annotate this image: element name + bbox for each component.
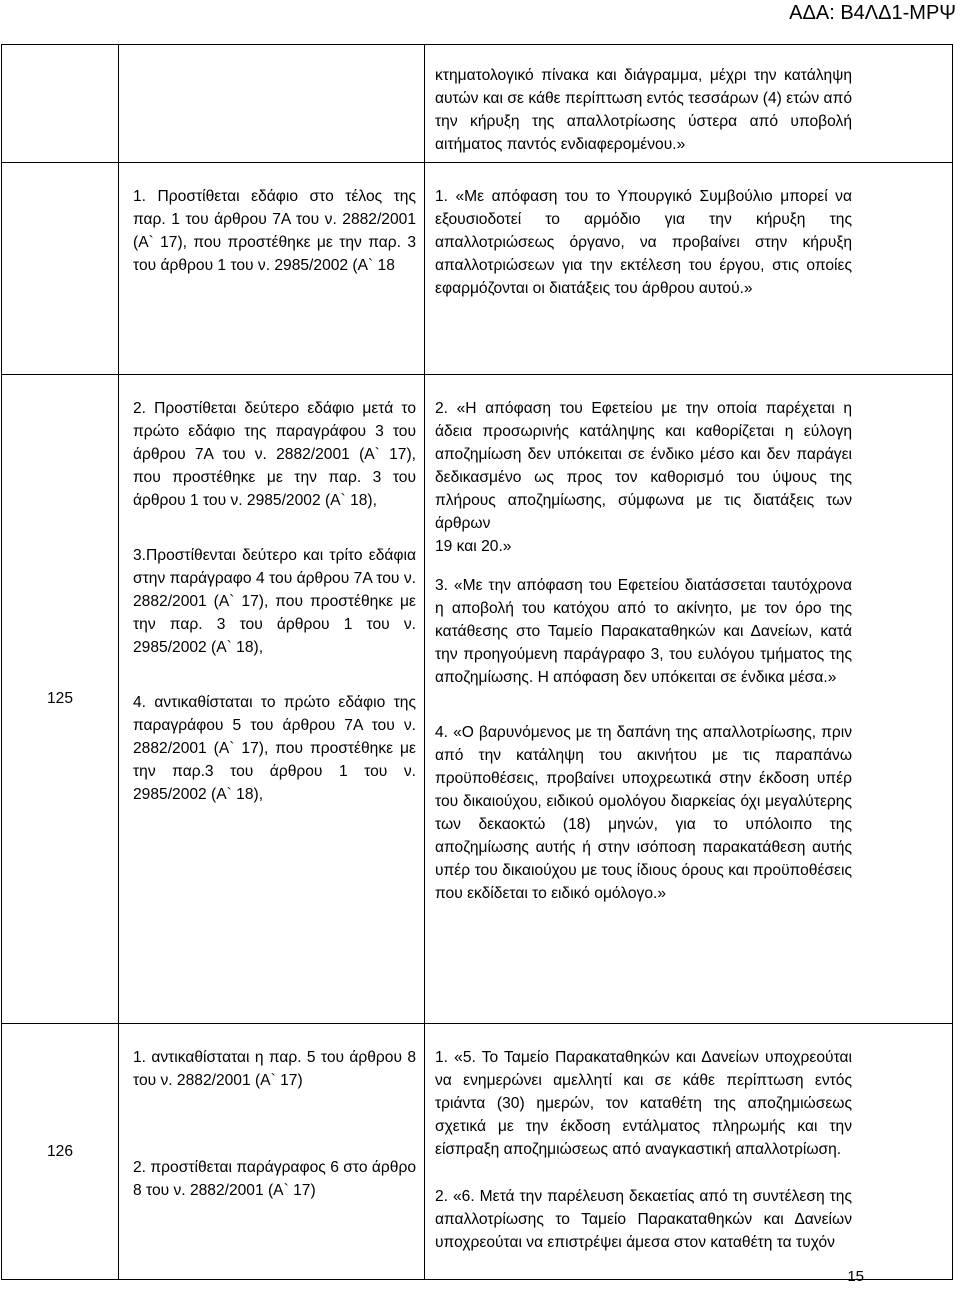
amendment-text: 2. προστίθεται παράγραφος 6 στο άρθρο 8 του ν. 2882/2001 (Α` 17) xyxy=(133,1159,416,1199)
provision-text: 2. «6. Μετά την παρέλευση δεκαετίας από τη συντέλεση της απαλλοτρίωσης το Ταμείο Παρακαταθηκών και Δανείων υποχρεούται να επιστρέψει άμεσα στον καταθέτη τα τυχόν xyxy=(435,1188,852,1251)
provision-cell xyxy=(425,1024,953,1280)
amendment-cell xyxy=(119,375,425,1024)
amendment-text: 1. αντικαθίσταται η παρ. 5 του άρθρου 8 του ν. 2882/2001 (Α` 17) xyxy=(133,1049,416,1089)
article-number-cell xyxy=(2,1024,119,1280)
table-row xyxy=(2,45,953,163)
provision-text: 3. «Με την απόφαση του Εφετείου διατάσσεται ταυτόχρονα η αποβολή του κατόχου από το ακίνητο, με τον όρο της κατάθεσης στο Ταμείο Παρακαταθηκών και Δανείων, κατά την προηγούμενη παράγραφο 3, του ευλόγου τμήματος της αποζημίωσης. Η απόφαση δεν υπόκειται σε ένδικα μέσα.» xyxy=(435,577,852,686)
page-number: 15 xyxy=(847,1268,864,1285)
article-number-cell xyxy=(2,163,119,375)
provision-text: 4. «Ο βαρυνόμενος με τη δαπάνη της απαλλοτρίωσης, πριν από την κατάληψη του ακινήτου με τις παραπάνω προϋποθέσεις, προβαίνει υποχρεωτικά στην έκδοση υπέρ του δικαιούχου, ειδικού ομολόγου διαρκείας όχι μεγαλύτερης των δεκαοκτώ (18) μηνών, για το υπόλοιπο της αποζημίωσης αυτής ή στην ισόποση παρακατάθεση αυτής υπέρ του δικαιούχου με τους ίδιους όρους και προϋποθέσεις που εκδίδεται το ειδικό ομόλογο.» xyxy=(435,724,852,902)
amendment-text: 2. Προστίθεται δεύτερο εδάφιο μετά το πρώτο εδάφιο της παραγράφου 3 του άρθρου 7Α του ν. 2882/2001 (Α` 17), που προστέθηκε με την παρ. 3 του άρθρου 1 του ν. 2985/2002 (Α` 18), xyxy=(133,400,416,509)
amendment-cell xyxy=(119,1024,425,1280)
article-number: 126 xyxy=(46,1142,74,1160)
article-number-cell xyxy=(2,45,119,163)
provision-cell xyxy=(425,163,953,375)
amendment-cell xyxy=(119,45,425,163)
provision-text: 19 και 20.» xyxy=(435,538,512,555)
table-row xyxy=(2,1024,953,1280)
table-row xyxy=(2,163,953,375)
provision-text: 1. «5. Το Ταμείο Παρακαταθηκών και Δανείων υποχρεούται να ενημερώνει αμελλητί και σε κάθε περίπτωση εντός τριάντα (30) ημερών, τον καταθέτη της αποζημιώσεως σχετικά με την έκδοση εντάλματος πληρωμής και την είσπραξη αποζημιώσεως από αναγκαστική απαλλοτρίωση. xyxy=(435,1049,852,1158)
comparison-table xyxy=(1,44,953,1280)
article-number: 125 xyxy=(46,690,74,707)
provision-text: κτηματολογικό πίνακα και διάγραμμα, μέχρι την κατάληψη αυτών και σε κάθε περίπτωση εντός τεσσάρων (4) ετών από την κήρυξη της απαλλοτρίωσης ύστερα από υποβολή αιτήματος παντός ενδιαφερομένου.» xyxy=(435,67,852,153)
article-number-cell xyxy=(2,375,119,1024)
amendment-text: 1. Προστίθεται εδάφιο στο τέλος της παρ. 1 του άρθρου 7Α του ν. 2882/2001 (Α` 17), που προστέθηκε με την παρ. 3 του άρθρου 1 του ν. 2985/2002 (Α` 18 xyxy=(133,188,416,274)
provision-text: 2. «Η απόφαση του Εφετείου με την οποία παρέχεται η άδεια προσωρινής κατάληψης και καθορίζεται η εύλογη αποζημίωση δεν υπόκειται σε ένδικο μέσο και δεν παράγει δεδικασμένο ως προς τον καθορισμό του ύψους της πλήρους αποζημίωσης, σύμφωνα με τις διατάξεις των άρθρων xyxy=(435,400,852,532)
amendment-text: 3.Προστίθενται δεύτερο και τρίτο εδάφια στην παράγραφο 4 του άρθρου 7Α του ν. 2882/2001 (Α` 17), που προστέθηκε με την παρ. 3 του άρθρου 1 του ν. 2985/2002 (Α` 18), xyxy=(133,547,416,656)
ada-code: ΑΔΑ: Β4ΛΔ1-ΜΡΨ xyxy=(789,2,956,24)
provision-text: 1. «Με απόφαση του το Υπουργικό Συμβούλιο μπορεί να εξουσιοδοτεί το αρμόδιο για την κήρυξη της απαλλοτριώσεως όργανο, να προβαίνει στην κήρυξη απαλλοτριώσεων για την εκτέλεση του έργου, στις οποίες εφαρμόζονται οι διατάξεις του άρθρου αυτού.» xyxy=(435,188,852,297)
amendment-cell xyxy=(119,163,425,375)
provision-cell xyxy=(425,45,953,163)
amendment-text: 4. αντικαθίσταται το πρώτο εδάφιο της παραγράφου 5 του άρθρου 7Α του ν. 2882/2001 (Α` 17), που προστέθηκε με την παρ.3 του άρθρου 1 του ν. 2985/2002 (Α` 18), xyxy=(133,694,416,803)
table-row xyxy=(2,375,953,1024)
provision-cell xyxy=(425,375,953,1024)
